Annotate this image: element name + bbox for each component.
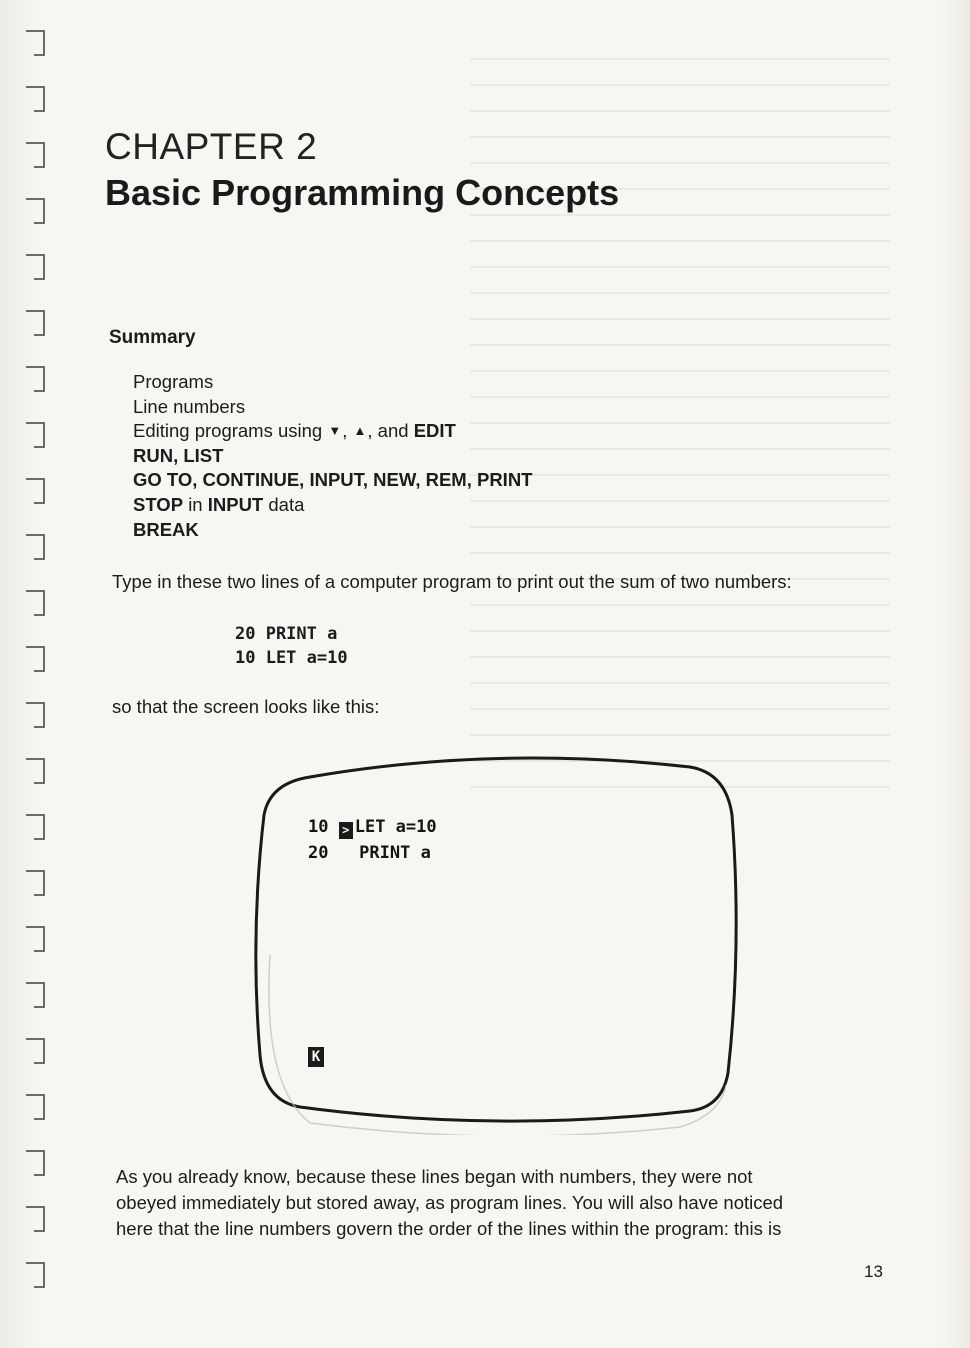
editing-sep: , [342,420,348,442]
edit-keyword: EDIT [413,420,456,442]
summary-list [133,370,532,542]
summary-item: Line numbers [133,395,246,417]
binding-ring [26,646,50,672]
code-line: 20 PRINT a [235,624,338,644]
page-number: 13 [864,1262,883,1281]
binding-ring [26,1150,50,1176]
screen-line-2: 20 PRINT a [308,843,431,863]
summary-item: BREAK [133,518,199,540]
stop-in: in [188,493,203,515]
summary-item: Programs [133,371,214,392]
code-line: 10 LET a=10 [235,648,348,668]
summary-item: RUN, LIST [133,444,224,466]
body-line: here that the line numbers govern the order of the lines within the program: this is [116,1218,782,1239]
binding-ring [26,86,50,112]
binding-ring [26,590,50,616]
body-line: As you already know, because these lines began with numbers, they were not [116,1166,753,1187]
intro-paragraph: Type in these two lines of a computer program to print out the sum of two numbers: [112,571,792,592]
binding-ring [26,982,50,1008]
editing-prefix: Editing programs using [133,420,323,442]
binding-ring [26,142,50,168]
summary-item: GO TO, CONTINUE, INPUT, NEW, REM, PRINT [133,469,533,491]
binding-ring [26,1094,50,1120]
binding-ring [26,1262,50,1288]
spiral-binding [18,20,58,1330]
k-mode-cursor-icon: K [308,1047,324,1067]
binding-ring [26,534,50,560]
binding-ring [26,198,50,224]
body-line: obeyed immediately but stored away, as program lines. You will also have noticed [116,1192,784,1213]
up-arrow-icon: ▲ [353,423,367,439]
binding-ring [26,926,50,952]
binding-ring [26,814,50,840]
binding-ring [26,758,50,784]
summary-item-stop [133,493,532,518]
current-line-cursor-icon: > [339,822,353,839]
down-arrow-icon: ▼ [328,423,342,439]
binding-ring [26,478,50,504]
chapter-label: CHAPTER 2 [105,126,318,167]
body-paragraph [116,1164,886,1242]
chapter-title: Basic Programming Concepts [105,172,620,213]
tv-screen-frame [250,755,740,1135]
binding-ring [26,254,50,280]
binding-ring [26,870,50,896]
stop-data: data [268,493,305,515]
binding-ring [26,1038,50,1064]
bleed-through-texture [470,40,890,800]
editing-sep: , and [367,420,409,442]
binding-ring [26,310,50,336]
binding-ring [26,422,50,448]
screen-line-number: 10 [308,817,329,837]
summary-heading: Summary [109,327,196,348]
binding-ring [26,366,50,392]
summary-item-editing [133,419,532,444]
binding-ring [26,1206,50,1232]
stop-keyword: STOP [133,493,184,515]
code-example [235,622,348,670]
screen-line-1 [308,817,437,839]
binding-ring [26,30,50,56]
tv-screen-illustration [250,755,740,1135]
input-keyword: INPUT [207,493,264,515]
screen-line-text: LET a=10 [354,817,437,837]
binding-ring [26,702,50,728]
screen-intro-text: so that the screen looks like this: [112,696,380,717]
